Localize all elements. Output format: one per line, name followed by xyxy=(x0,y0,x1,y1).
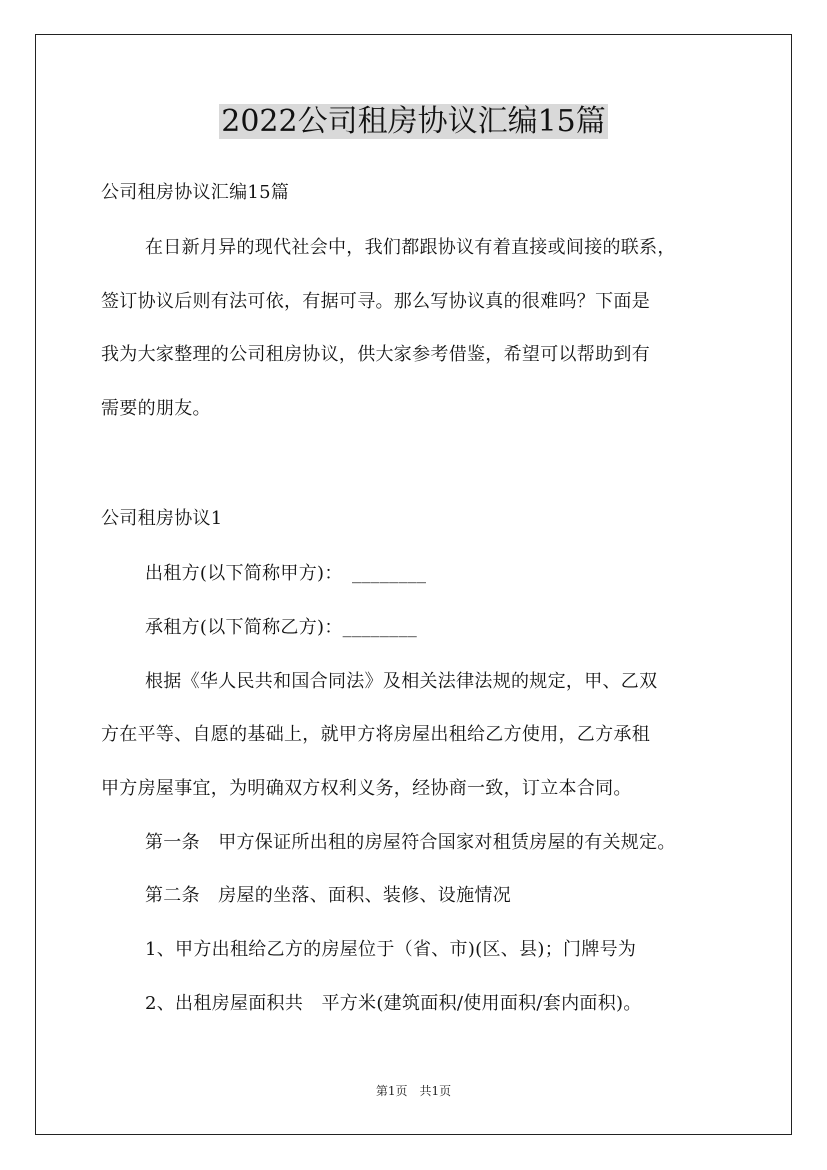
preamble-line-2: 方在平等、自愿的基础上，就甲方将房屋出租给乙方使用，乙方承租 xyxy=(101,724,650,745)
preamble-line-3: 甲方房屋事宜，为明确双方权利义务，经协商一致，订立本合同。 xyxy=(101,778,632,799)
article-2-item-2: 2、出租房屋面积共 平方米(建筑面积/使用面积/套内面积)。 xyxy=(145,993,642,1014)
page-number-label: 第1页 共1页 xyxy=(375,1084,452,1098)
intro-line-4: 需要的朋友。 xyxy=(101,398,211,419)
page-footer xyxy=(0,1083,827,1099)
document-title xyxy=(0,102,827,142)
document-title-text: 2022公司租房协议汇编15篇 xyxy=(221,104,606,139)
lessee-line: 承租方(以下简称乙方)：________ xyxy=(145,617,418,638)
document-subtitle: 公司租房协议汇编15篇 xyxy=(101,182,290,203)
intro-line-2: 签订协议后则有法可依，有据可寻。那么写协议真的很难吗？下面是 xyxy=(101,291,650,312)
intro-line-1: 在日新月异的现代社会中，我们都跟协议有着直接或间接的联系， xyxy=(145,237,676,258)
lessor-line: 出租方(以下简称甲方)： ________ xyxy=(145,563,427,584)
preamble-line-1: 根据《华人民共和国合同法》及相关法律法规的规定，甲、乙双 xyxy=(145,671,658,692)
article-1: 第一条 甲方保证所出租的房屋符合国家对租赁房屋的有关规定。 xyxy=(145,832,676,853)
article-2-item-1: 1、甲方出租给乙方的房屋位于（省、市)(区、县)；门牌号为 xyxy=(145,939,637,960)
intro-line-3: 我为大家整理的公司租房协议，供大家参考借鉴，希望可以帮助到有 xyxy=(101,344,650,365)
section-heading: 公司租房协议1 xyxy=(101,508,223,529)
article-2: 第二条 房屋的坐落、面积、装修、设施情况 xyxy=(145,885,511,906)
